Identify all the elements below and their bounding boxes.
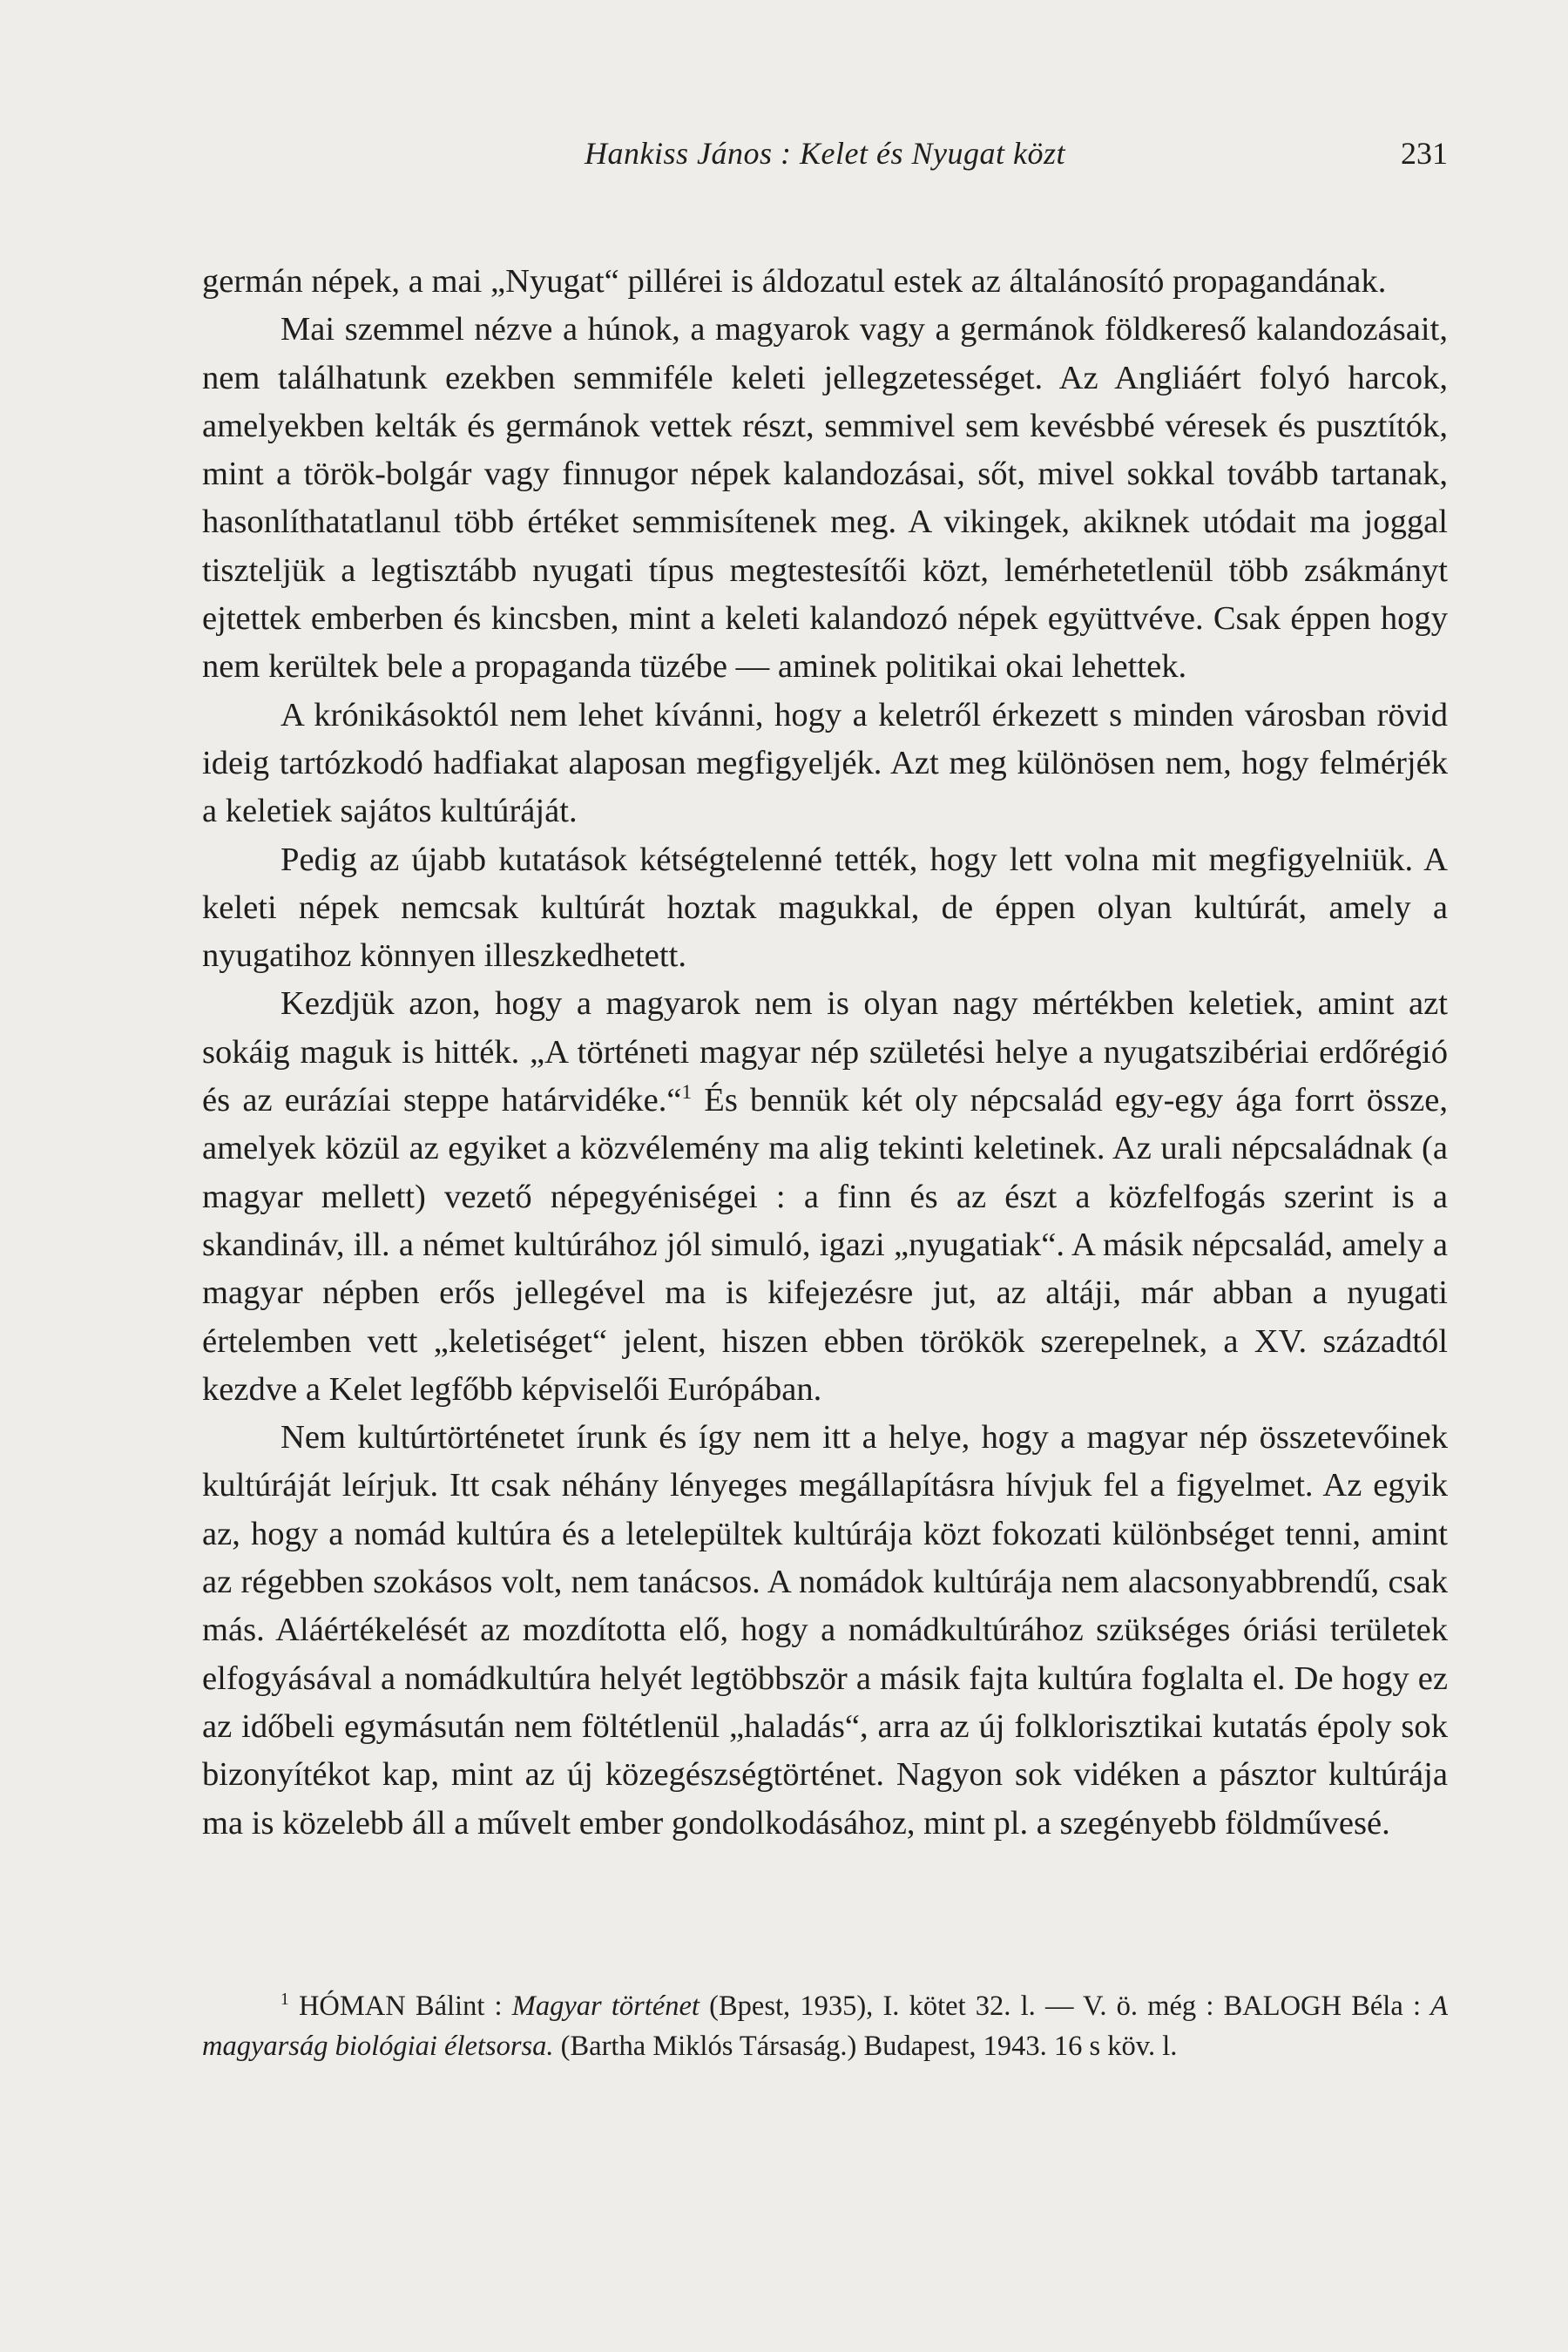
footnotes (202, 1986, 1448, 2066)
paragraph-3: A krónikásoktól nem lehet kívánni, hogy a keletről érkezett s minden városban rövid ideig tartózkodó hadfiakat alaposan megfigyeljék. Azt meg különösen nem, hogy felmérjék a keletiek sajátos kultúráját. (202, 696, 1448, 830)
running-head (202, 127, 1448, 179)
footnote-mark: 1 (280, 1990, 289, 2010)
footnote-text-3: (Bartha Miklós Társaság.) Budapest, 1943. 16 s köv. l. (553, 2031, 1178, 2062)
page-number: 231 (1401, 136, 1448, 171)
footnote-text-1: HÓMAN Bálint : (288, 1990, 512, 2022)
footnote-text-2: (Bpest, 1935), I. kötet 32. l. — V. ö. még : BALOGH Béla : (699, 1990, 1431, 2022)
footnote-reference: 1 (681, 1081, 693, 1105)
paragraph-5-text-b: És bennük két oly népcsalád egy-egy ága forrt össze, amelyek közül az egyiket a közvélemény ma alig tekinti keletinek. Az urali népcsaládnak (a magyar mellett) vezető népegyéniségei : a finn és az észt a közfelfogás szerint is a skandináv, ill. a német kultúrához jól simuló, igazi „nyugatiak“. A másik népcsalád, amely a magyar népben erős jellegével ma is kifejezésre jut, az altáji, már abban a nyugati értelemben vett „keletiséget“ jelent, hiszen ebben törökök szerepelnek, a XV. századtól kezdve a Kelet legfőbb képviselői Európában. (202, 1082, 1449, 1408)
footnote-title-1: Magyar történet (511, 1990, 700, 2022)
running-title: Hankiss János : Kelet és Nyugat közt (585, 136, 1065, 171)
paragraph-1: germán népek, a mai „Nyugat“ pillérei is áldozatul estek az általánosító propagandának. (202, 263, 1387, 300)
footnote-title-2: A magyarság biológiai életsorsa. (202, 1990, 1449, 2062)
paragraph-2: Mai szemmel nézve a húnok, a magyarok vagy a germánok földkereső kalandozásait, nem találhatunk ezekben semmiféle keleti jellegzetességet. Az Angliáért folyó harcok, amelyekben kelták és germánok vettek részt, semmivel sem kevésbbé véresek és pusztítók, mint a török-bolgár vagy finnugor népek kalandozásai, sőt, mivel sokkal tovább tartanak, hasonlíthatatlanul több értéket semmisítenek meg. A vikingek, akiknek utódait ma joggal tiszteljük a legtisztább nyugati típus megtestesítői közt, lemérhetetlenül több zsákmányt ejtettek emberben és kincsben, mint a keleti kalandozó népek együttvéve. Csak éppen hogy nem kerültek bele a propaganda tüzébe — aminek politikai okai lehettek. (202, 311, 1448, 686)
paragraph-5 (202, 980, 1448, 1414)
footnote-1 (202, 1986, 1448, 2066)
body-text (202, 258, 1448, 1848)
paragraph-4: Pedig az újabb kutatások kétségtelenné tették, hogy lett volna mit megfigyelniük. A keleti népek nemcsak kultúrát hoztak magukkal, de éppen olyan kultúrát, amely a nyugatihoz könnyen illeszkedhetett. (202, 841, 1448, 975)
paragraph-6: Nem kultúrtörténetet írunk és így nem itt a helye, hogy a magyar nép összetevőinek kultúráját leírjuk. Itt csak néhány lényeges megállapításra hívjuk fel a figyelmet. Az egyik az, hogy a nomád kultúra és a letelepültek kultúrája közt fokozati különbséget tenni, amint az régebben szokásos volt, nem tanácsos. A nomádok kultúrája nem alacsonyabbrendű, csak más. Aláértékelését az mozdította elő, hogy a nomádkultúrához szükséges óriási területek elfogyásával a nomádkultúra helyét legtöbbször a másik fajta kultúra foglalta el. De hogy ez az időbeli egymásután nem föltétlenül „haladás“, arra az új folklorisztikai kutatás époly sok bizonyítékot kap, mint az új közegészségtörténet. Nagyon sok vidéken a pásztor kultúrája ma is közelebb áll a művelt ember gondolkodásához, mint pl. a szegényebb földművesé. (202, 1419, 1448, 1842)
paragraph-5-text-a: Kezdjük azon, hogy a magyarok nem is olyan nagy mértékben keletiek, amint azt sokáig maguk is hitték. „A történeti magyar nép születési helye a nyugatszibériai erdőrégió és az eurázíai steppe határvidéke.“ (202, 985, 1448, 1119)
